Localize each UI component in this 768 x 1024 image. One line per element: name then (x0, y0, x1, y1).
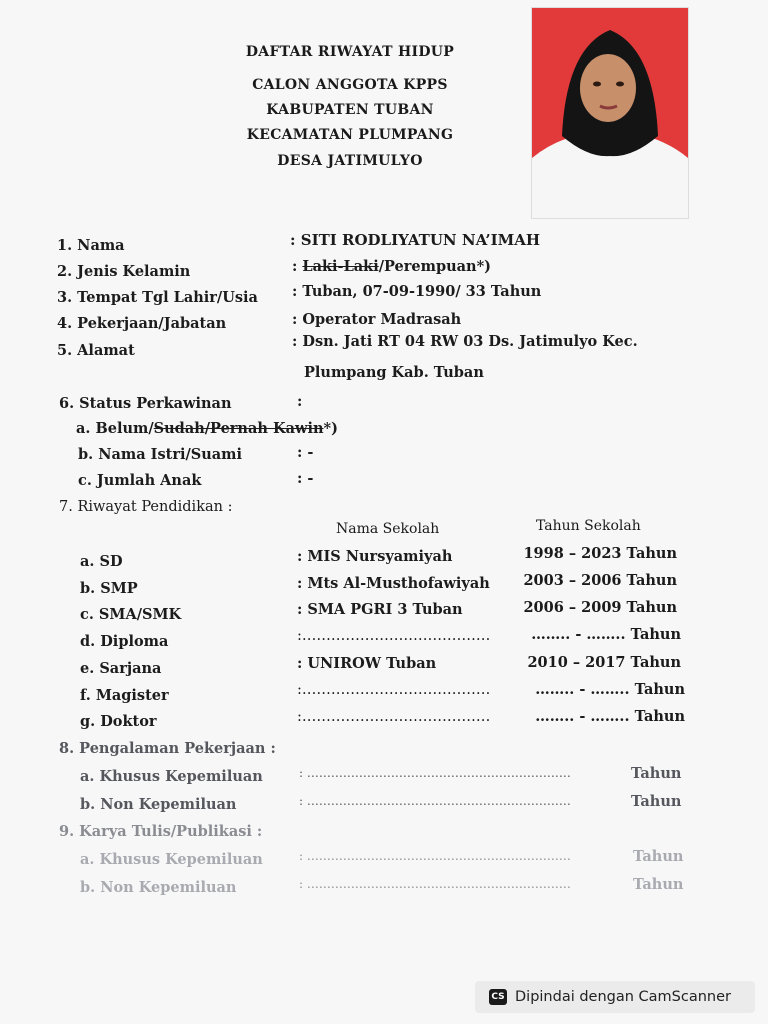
value-jenis-kelamin: : Laki-Laki/Perempuan*) (292, 258, 492, 275)
edu-school: :………………………………… (297, 682, 491, 698)
label-riwayat-pendidikan: 7. Riwayat Pendidikan : (59, 499, 233, 515)
label-alamat: 5. Alamat (57, 342, 135, 359)
column-tahun-sekolah: Tahun Sekolah (536, 518, 641, 534)
label-jumlah-anak: c. Jumlah Anak (78, 472, 202, 489)
edu-label: d. Diploma (80, 633, 169, 650)
label-pengalaman-non: b. Non Kepemiluan (80, 796, 237, 813)
edu-school: :………………………………… (297, 709, 491, 725)
value-ttl: : Tuban, 07-09-1990/ 33 Tahun (292, 283, 542, 300)
label-karya-khusus: a. Khusus Kepemiluan (80, 851, 263, 868)
value-nama-istri-suami: : - (297, 444, 314, 461)
edu-label: e. Sarjana (80, 660, 162, 677)
camscanner-badge (475, 981, 755, 1013)
struck-laki-laki: Laki-Laki (302, 258, 379, 275)
value-pengalaman-khusus: : ………………………………………………………… (299, 766, 571, 780)
edu-year: 2006 – 2009 Tahun (523, 599, 677, 616)
edu-label: f. Magister (80, 687, 169, 704)
portrait-illustration (532, 8, 688, 218)
doc-title: DAFTAR RIWAYAT HIDUP (245, 44, 455, 60)
value-nama: : SITI RODLIYATUN NA’IMAH (290, 231, 541, 249)
camscanner-icon: CS (489, 989, 507, 1005)
value-jumlah-anak: : - (297, 470, 314, 487)
value-status-belum: a. Belum/Sudah/Pernah Kawin*) (76, 420, 338, 437)
edu-school: : UNIROW Tuban (297, 655, 437, 672)
year-karya-non: Tahun (633, 876, 684, 893)
label-status-perkawinan: 6. Status Perkawinan (59, 395, 232, 412)
label-pengalaman-pekerjaan: 8. Pengalaman Pekerjaan : (59, 740, 276, 757)
label-ttl: 3. Tempat Tgl Lahir/Usia (57, 289, 258, 306)
label-pengalaman-khusus: a. Khusus Kepemiluan (80, 768, 263, 785)
edu-school: :………………………………… (297, 628, 491, 644)
value-alamat-line2: Plumpang Kab. Tuban (304, 364, 484, 381)
doc-subtitle-kpps: CALON ANGGOTA KPPS (252, 77, 448, 93)
edu-year: …….. - …….. Tahun (531, 626, 681, 643)
edu-label: c. SMA/SMK (80, 606, 182, 623)
edu-school: : SMA PGRI 3 Tuban (297, 601, 463, 618)
value-alamat-line1: : Dsn. Jati RT 04 RW 03 Ds. Jatimulyo Kec. (292, 333, 638, 350)
value-pengalaman-non: : ………………………………………………………… (299, 794, 571, 808)
struck-sudah-pernah-kawin: Sudah/Pernah Kawin (153, 420, 324, 437)
label-karya-non: b. Non Kepemiluan (80, 879, 237, 896)
value-karya-non: : ………………………………………………………… (299, 877, 571, 891)
status-colon: : (297, 393, 303, 410)
camscanner-text: Dipindai dengan CamScanner (515, 989, 732, 1005)
edu-year: …….. - …….. Tahun (535, 681, 685, 698)
edu-label: a. SD (80, 553, 123, 570)
label-nama-istri-suami: b. Nama Istri/Suami (78, 446, 243, 463)
year-pengalaman-khusus: Tahun (631, 765, 682, 782)
doc-subtitle-kabupaten: KABUPATEN TUBAN (266, 102, 434, 118)
edu-school: : Mts Al-Musthofawiyah (297, 575, 490, 592)
label-nama: 1. Nama (57, 237, 125, 254)
edu-label: g. Doktor (80, 713, 157, 730)
value-karya-khusus: : ………………………………………………………… (299, 849, 571, 863)
value-pekerjaan: : Operator Madrasah (292, 311, 462, 328)
year-karya-khusus: Tahun (633, 848, 684, 865)
profile-photo (532, 8, 688, 218)
label-jenis-kelamin: 2. Jenis Kelamin (57, 263, 191, 280)
edu-year: 1998 – 2023 Tahun (523, 545, 677, 562)
edu-year: …….. - …….. Tahun (535, 708, 685, 725)
column-nama-sekolah: Nama Sekolah (336, 521, 440, 537)
year-pengalaman-non: Tahun (631, 793, 682, 810)
edu-year: 2010 – 2017 Tahun (527, 654, 681, 671)
label-pekerjaan: 4. Pekerjaan/Jabatan (57, 315, 227, 332)
doc-subtitle-kecamatan: KECAMATAN PLUMPANG (246, 127, 454, 143)
edu-school: : MIS Nursyamiyah (297, 548, 453, 565)
doc-subtitle-desa: DESA JATIMULYO (277, 153, 423, 169)
edu-label: b. SMP (80, 580, 138, 597)
edu-year: 2003 – 2006 Tahun (523, 572, 677, 589)
label-karya-tulis: 9. Karya Tulis/Publikasi : (59, 823, 263, 840)
